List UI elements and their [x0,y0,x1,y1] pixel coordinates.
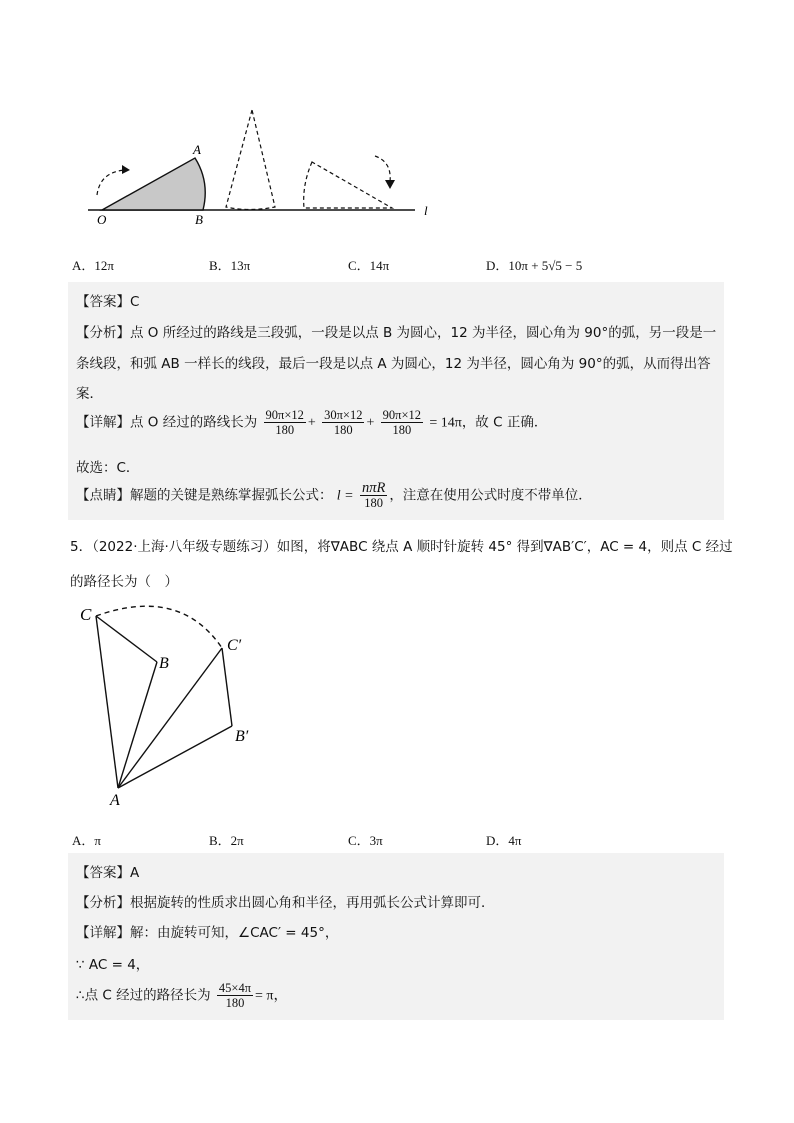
q4-option-c: C．14π [348,258,390,273]
q4-answer: 【答案】C [76,294,140,310]
q4-formula-lhs: l = [336,488,354,504]
q5-therefore-suffix: = π， [255,988,288,1004]
q4-comment-suffix: ，注意在使用公式时度不带单位． [389,487,592,504]
segment-ab2 [118,726,232,788]
q5-option-d: D．4π [486,833,522,848]
q4-fraction-2: $\frac{30\pi\times 12}{180}$ [324,408,363,437]
q4-fraction-3: $\frac{90\pi\times 12}{180}$ [382,408,422,437]
segment-ac [96,616,118,788]
q5-answer: 【答案】A [76,865,140,881]
q5-therefore [76,981,288,1010]
q5-stem-line-2: 的路径长为（ ） [70,574,178,590]
label-l: l [424,203,428,218]
arrowhead-left [122,165,130,174]
label-a: A [193,142,201,157]
q4-comment-prefix: 【点睛】解题的关键是熟练掌握弧长公式： [76,487,333,504]
label-b-prime: B′ [235,728,249,745]
q4-analysis-line-3: 案． [76,386,103,402]
q5-detail: 【详解】解：由旋转可知，∠CAC′ = 45°， [76,925,339,941]
q5-fraction: $\frac{45\times 4\pi}{180}$ [218,981,252,1010]
q4-detail-result: = 14π [429,415,462,431]
q4-analysis-line-2: 条线段，和弧 AB 一样长的线段，最后一段是以点 A 为圆心，12 为半径，圆心角为 90°的弧，从而得出答 [76,356,711,372]
q4-detail-suffix: ，故 C 正确． [461,414,548,431]
label-a: A [110,792,120,809]
q4-choose: 故选：C． [76,460,140,476]
q4-comment [76,481,592,510]
q4-detail-prefix: 【详解】点 O 经过的路线长为 [76,414,258,431]
q4-fraction-1: $\frac{90\pi\times 12}{180}$ [265,408,304,437]
q5-option-c: C．3π [348,833,383,848]
segment-cb [96,616,157,662]
segment-ab [118,662,157,788]
arrowhead-right [385,180,395,189]
q4-option-b: B．13π [209,258,251,273]
q5-therefore-prefix: ∴点 C 经过的路径长为 [76,987,211,1004]
q4-solution-panel [68,282,724,520]
segment-c2b2 [222,648,232,726]
figure-rolling-sector [70,100,450,230]
q5-solution-panel [68,853,724,1020]
segment-ac2 [118,648,222,788]
dashed-arc-cc2 [96,606,222,648]
label-c: C [80,605,92,624]
dashed-arrow-left [97,170,125,195]
dashed-triangle-tilted [304,162,392,208]
sector-oab [102,158,205,210]
q5-because: ∵ AC = 4， [76,957,150,973]
q4-analysis-line-1: 【分析】点 O 所经过的路线是三段弧，一段是以点 B 为圆心，12 为半径，圆心角为 90°的弧，另一段是一 [76,325,717,341]
q5-option-b: B．2π [209,833,244,848]
label-b: B [159,655,169,672]
label-b: B [195,212,203,227]
dashed-triangle-upright [226,110,275,210]
q4-formula-fraction: $\frac{\text{nπR}}{180}$ [361,480,386,510]
label-o: O [97,212,107,227]
q5-option-a: A．π [72,833,101,848]
q5-stem-line-1: 5．（2022·上海·八年级专题练习）如图，将∇ABC 绕点 A 顺时针旋转 45° 得到∇AB′C′，AC = 4，则点 C 经过 [70,539,733,555]
q4-option-a: A．12π [72,258,114,273]
q4-option-d: D．10π + 5√5 − 5 [486,258,583,273]
label-c-prime: C′ [227,637,242,654]
q5-analysis: 【分析】根据旋转的性质求出圆心角和半径，再用弧长公式计算即可． [76,895,495,911]
dashed-arrow-right [375,156,390,182]
q4-detail: 【详解】点 O 经过的路线长为 $\frac{90\pi\times 12}{180}$ + $\frac{30\pi\times 12}{180}$ + $\frac{90\pi\times 12}{180}$ = 14π，故 C 正确． [76,408,548,437]
figure-rotated-triangle [70,598,270,810]
